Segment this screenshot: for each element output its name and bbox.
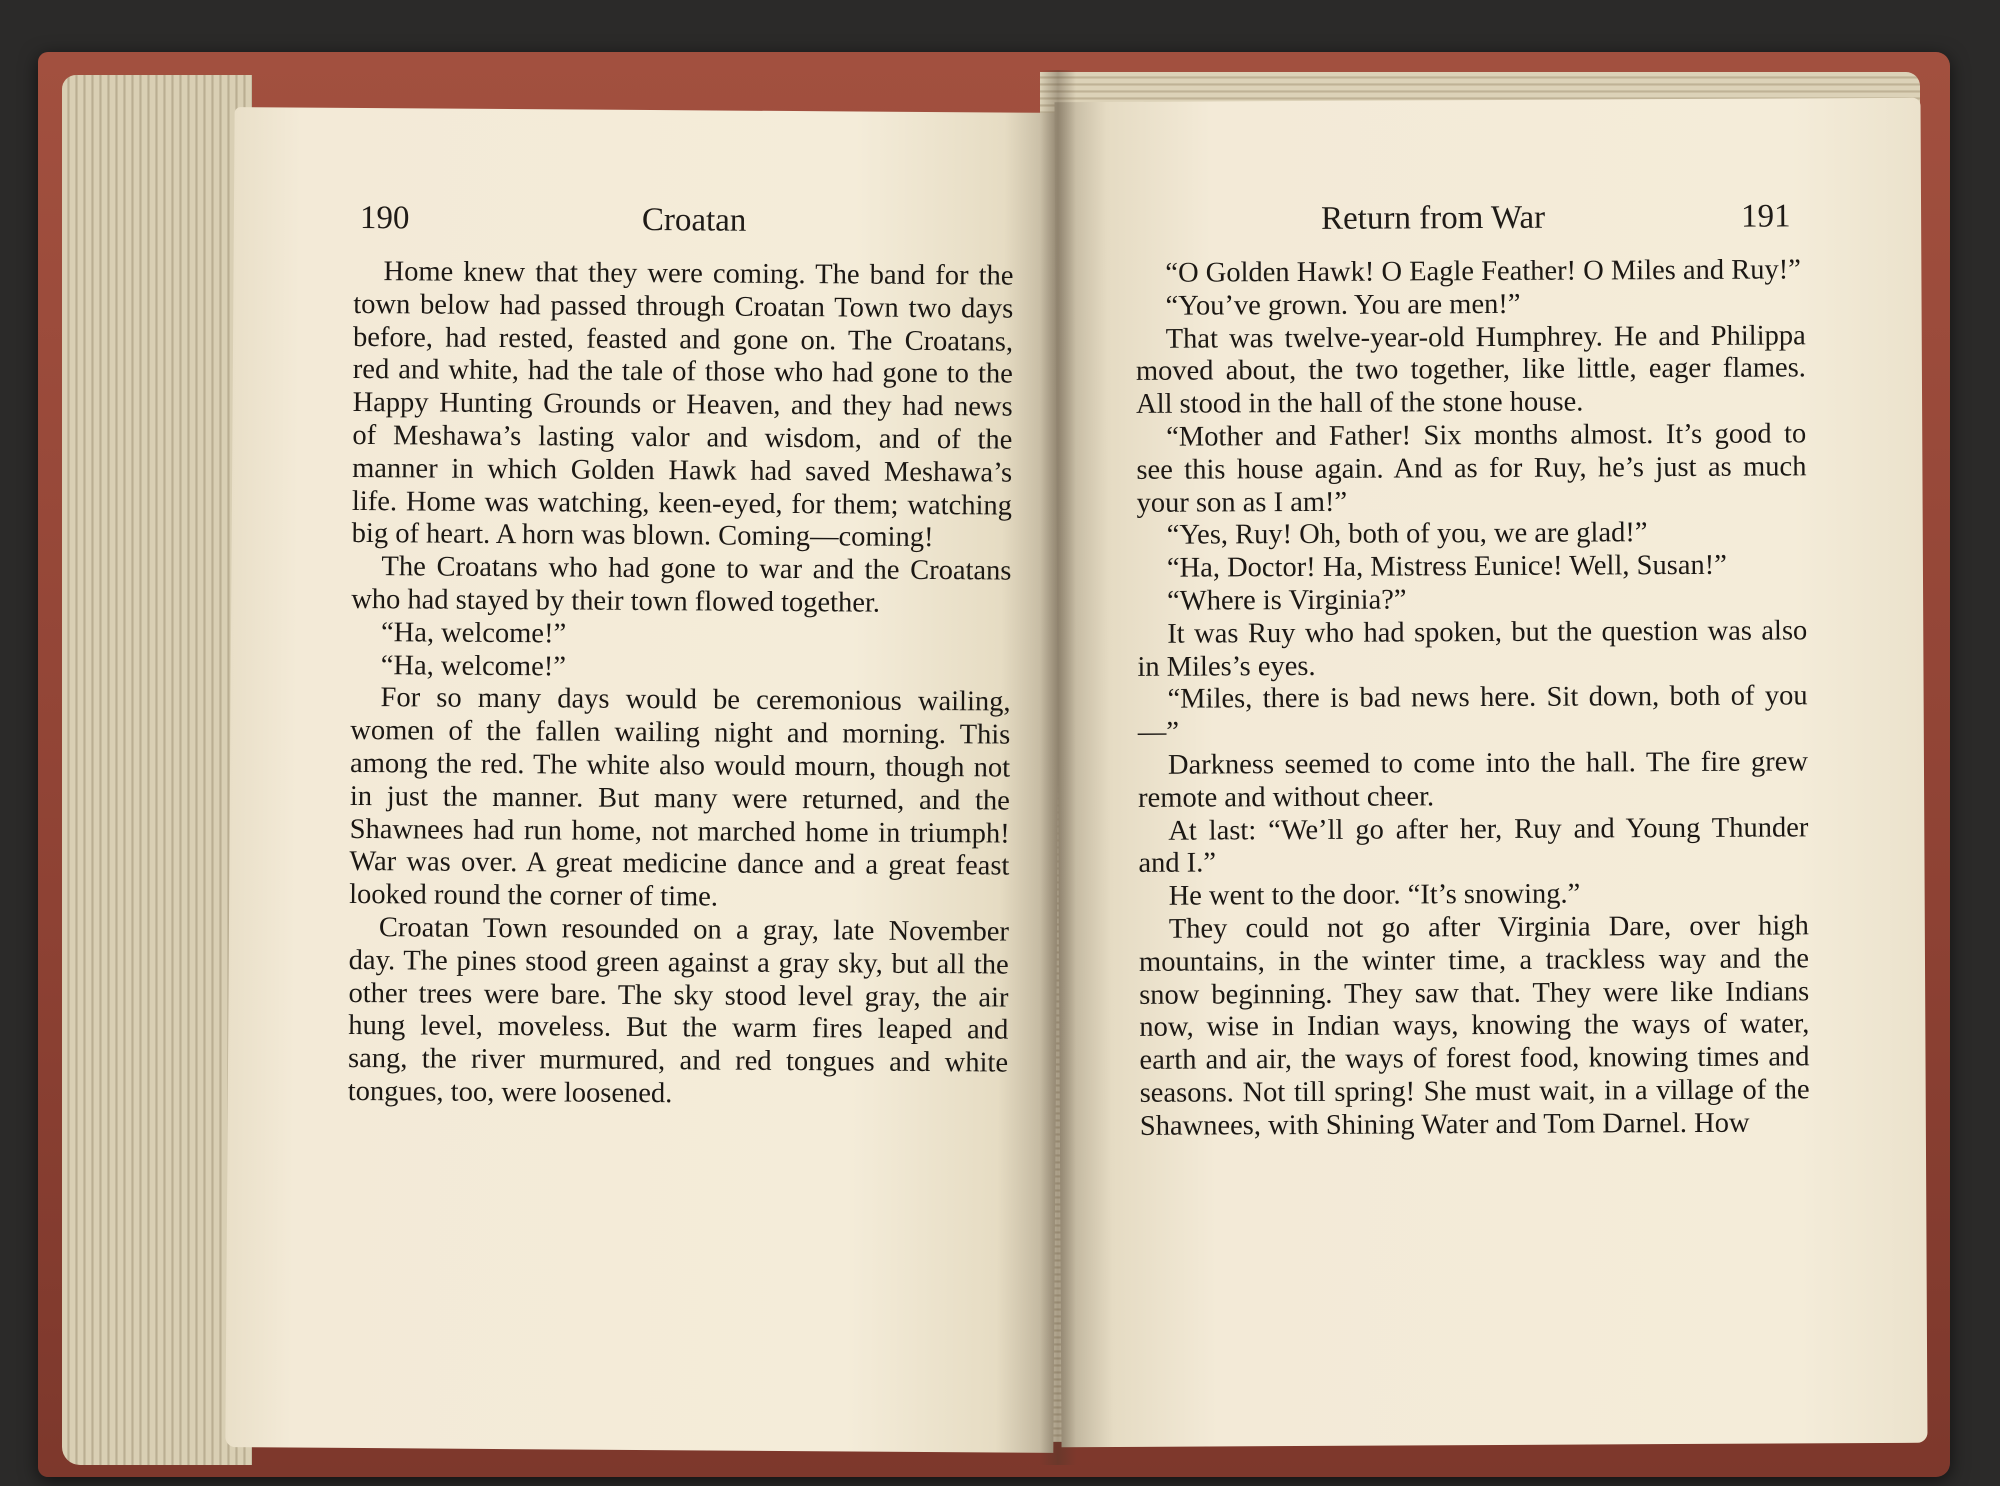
left-text-block [348, 256, 1014, 1113]
page-edges-left [62, 75, 252, 1465]
paragraph: Darkness seemed to come into the hall. The fire grew remote and without cheer. [1138, 746, 1809, 814]
paragraph: “O Golden Hawk! O Eagle Feather! O Miles and Ruy!” [1165, 254, 1801, 289]
left-page [225, 107, 1062, 1453]
page-number-right: 191 [1740, 198, 1791, 235]
paragraph: “Ha, Doctor! Ha, Mistress Eunice! Well, Susan!” [1166, 549, 1727, 584]
page-number-left: 190 [359, 200, 410, 237]
paragraph: “Where is Virginia?” [1167, 584, 1407, 617]
paragraph: “Yes, Ruy! Oh, both of you, we are glad!” [1166, 517, 1648, 552]
paragraph: Home knew that they were coming. The band for the town below had passed through Croatan Town two days before, had rested, feasted and gone on. The Croatans, red and white, had the tale of those who had gone to the Happy Hunting Grounds or Heaven, and they had news of Meshawa’s lasting valor and wisdom, and of the manner in which Golden Hawk had saved Meshawa’s life. Home was watching, keen-eyed, for them; watching big of heart. A horn was blown. Coming—coming! [351, 256, 1014, 554]
paragraph: “Miles, there is bad news here. Sit down, both of you—” [1137, 680, 1808, 749]
paragraph: He went to the door. “It’s snowing.” [1168, 878, 1581, 912]
paragraph: For so many days would be ceremonious wailing, women of the fallen wailing night and morning. This among the red. The white also would mourn, though not in just the manner. But many were returned, and the Shawnees had run home, not marched home in triumph! War was over. A great medicine dance and a great feast looked round the corner of time. [349, 682, 1011, 913]
paragraph: The Croatans who had gone to war and the Croatans who had stayed by their town flowed together. [351, 551, 1012, 619]
right-page [1054, 98, 1927, 1448]
paragraph: They could not go after Virginia Dare, over high mountains, in the winter time, a trackless way and the snow beginning. They saw that. They were like Indians now, wise in Indian ways, knowing the ways of water, earth and air, the ways of forest food, knowing times and seasons. Not till spring! She must wait, in a village of the Shawnees, with Shining Water and Tom Darnel. How [1138, 910, 1810, 1142]
paragraph: It was Ruy who had spoken, but the question was also in Miles’s eyes. [1137, 615, 1808, 683]
running-head-left: Croatan [641, 201, 747, 239]
paragraph: “Mother and Father! Six months almost. It’s good to see this house again. And as for Ruy, he’s just as much your son as I am!” [1136, 418, 1807, 519]
running-head-right: Return from War [1321, 199, 1546, 237]
paragraph: “You’ve grown. You are men!” [1165, 288, 1521, 322]
paragraph: “Ha, welcome!” [380, 616, 567, 650]
paragraph: “Ha, welcome!” [380, 649, 567, 683]
book-gutter [1040, 70, 1076, 1465]
right-text-block [1135, 254, 1810, 1143]
paragraph: At last: “We’ll go after her, Ruy and Young Thunder and I.” [1138, 811, 1809, 880]
paragraph: That was twelve-year-old Humphrey. He and Philippa moved about, the two together, like little, eager flames. All stood in the hall of the stone house. [1135, 319, 1806, 421]
paragraph: Croatan Town resounded on a gray, late November day. The pines stood green against a gray sky, but all the other trees were bare. The sky stood level gray, the air hung level, moveless. But the warm fires leaped and sang, the river murmured, and red tongues and white tongues, too, were loosened. [347, 912, 1010, 1110]
